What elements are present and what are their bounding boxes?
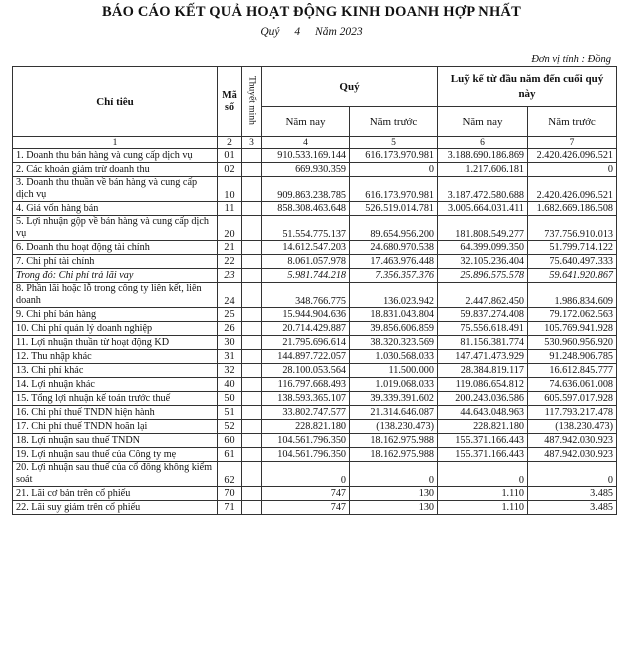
row-ytd-this-year: 81.156.381.774: [438, 336, 528, 350]
row-note: [242, 434, 262, 448]
report-period: [0, 26, 623, 38]
row-quarter-this-year: 909.863.238.785: [262, 177, 350, 202]
row-ytd-last-year: 51.799.714.122: [528, 241, 617, 255]
row-ytd-this-year: 25.896.575.578: [438, 269, 528, 283]
row-note: [242, 350, 262, 364]
row-code: 60: [218, 434, 242, 448]
row-note: [242, 420, 262, 434]
row-label: 18. Lợi nhuận sau thuế TNDN: [13, 434, 218, 448]
row-ytd-this-year: 155.371.166.443: [438, 448, 528, 462]
table-row: [13, 283, 617, 308]
table-row: [13, 448, 617, 462]
row-quarter-last-year: 18.831.043.804: [350, 308, 438, 322]
header-indicator: Chỉ tiêu: [13, 67, 218, 137]
row-quarter-this-year: 51.554.775.137: [262, 216, 350, 241]
row-ytd-last-year: 75.640.497.333: [528, 255, 617, 269]
row-label: 10. Chi phí quản lý doanh nghiệp: [13, 322, 218, 336]
row-quarter-last-year: 21.314.646.087: [350, 406, 438, 420]
row-ytd-last-year: 605.597.017.928: [528, 392, 617, 406]
row-quarter-last-year: 130: [350, 501, 438, 515]
table-row: [13, 420, 617, 434]
row-ytd-last-year: 1.682.669.186.508: [528, 202, 617, 216]
row-note: [242, 216, 262, 241]
currency-unit: Đơn vị tính : Đồng: [531, 54, 611, 65]
row-quarter-this-year: 104.561.796.350: [262, 434, 350, 448]
row-label: 7. Chi phí tài chính: [13, 255, 218, 269]
row-label: 3. Doanh thu thuần về bán hàng và cung cấp dịch vụ: [13, 177, 218, 202]
row-code: 10: [218, 177, 242, 202]
row-note: [242, 283, 262, 308]
row-note: [242, 462, 262, 487]
row-note: [242, 202, 262, 216]
row-ytd-last-year: 91.248.906.785: [528, 350, 617, 364]
col-index: 4: [262, 137, 350, 149]
row-code: 25: [218, 308, 242, 322]
row-code: 61: [218, 448, 242, 462]
row-code: 40: [218, 378, 242, 392]
row-ytd-this-year: 64.399.099.350: [438, 241, 528, 255]
row-label: 19. Lợi nhuận sau thuế của Công ty mẹ: [13, 448, 218, 462]
row-code: 11: [218, 202, 242, 216]
table-row: [13, 501, 617, 515]
row-note: [242, 269, 262, 283]
row-label: 16. Chi phí thuế TNDN hiện hành: [13, 406, 218, 420]
row-quarter-this-year: 669.930.359: [262, 163, 350, 177]
table-row: [13, 202, 617, 216]
table-row: [13, 350, 617, 364]
row-ytd-last-year: 117.793.217.478: [528, 406, 617, 420]
row-quarter-this-year: 910.533.169.144: [262, 149, 350, 163]
row-label: 6. Doanh thu hoạt động tài chính: [13, 241, 218, 255]
row-quarter-last-year: 18.162.975.988: [350, 448, 438, 462]
row-ytd-last-year: 1.986.834.609: [528, 283, 617, 308]
col-index: 1: [13, 137, 218, 149]
header-y-last-year: Năm trước: [528, 107, 617, 137]
row-ytd-this-year: 32.105.236.404: [438, 255, 528, 269]
row-label: 14. Lợi nhuận khác: [13, 378, 218, 392]
row-note: [242, 163, 262, 177]
row-note: [242, 501, 262, 515]
row-code: 51: [218, 406, 242, 420]
row-label: 1. Doanh thu bán hàng và cung cấp dịch vụ: [13, 149, 218, 163]
table-row: [13, 216, 617, 241]
row-code: 02: [218, 163, 242, 177]
period-quarter: 4: [294, 26, 301, 38]
row-label: 8. Phần lãi hoặc lỗ trong công ty liên kết, liên doanh: [13, 283, 218, 308]
row-quarter-this-year: 228.821.180: [262, 420, 350, 434]
row-ytd-last-year: 59.641.920.867: [528, 269, 617, 283]
header-q-last-year: Năm trước: [350, 107, 438, 137]
row-code: 32: [218, 364, 242, 378]
row-ytd-this-year: 1.110: [438, 501, 528, 515]
row-quarter-last-year: 18.162.975.988: [350, 434, 438, 448]
row-quarter-this-year: 144.897.722.057: [262, 350, 350, 364]
row-ytd-this-year: 3.188.690.186.869: [438, 149, 528, 163]
row-ytd-this-year: 200.243.036.586: [438, 392, 528, 406]
row-label: 12. Thu nhập khác: [13, 350, 218, 364]
row-quarter-last-year: 39.339.391.602: [350, 392, 438, 406]
row-ytd-last-year: 487.942.030.923: [528, 434, 617, 448]
row-quarter-last-year: 7.356.357.376: [350, 269, 438, 283]
row-quarter-last-year: 130: [350, 487, 438, 501]
row-ytd-this-year: 3.187.472.580.688: [438, 177, 528, 202]
row-quarter-this-year: 14.612.547.203: [262, 241, 350, 255]
table-row: [13, 322, 617, 336]
row-ytd-this-year: 3.005.664.031.411: [438, 202, 528, 216]
row-label: 21. Lãi cơ bản trên cổ phiếu: [13, 487, 218, 501]
row-ytd-last-year: 0: [528, 462, 617, 487]
row-code: 22: [218, 255, 242, 269]
col-index: 5: [350, 137, 438, 149]
header-quarter: Quý: [262, 67, 438, 107]
row-quarter-this-year: 33.802.747.577: [262, 406, 350, 420]
table-row: [13, 487, 617, 501]
row-ytd-last-year: 737.756.910.013: [528, 216, 617, 241]
table-row: [13, 392, 617, 406]
row-label: 11. Lợi nhuận thuần từ hoạt động KD: [13, 336, 218, 350]
row-ytd-this-year: 155.371.166.443: [438, 434, 528, 448]
header-code: Mã số: [218, 67, 242, 137]
table-row: [13, 241, 617, 255]
row-quarter-this-year: 28.100.053.564: [262, 364, 350, 378]
row-quarter-this-year: 8.061.057.978: [262, 255, 350, 269]
row-quarter-last-year: 11.500.000: [350, 364, 438, 378]
row-quarter-this-year: 747: [262, 487, 350, 501]
row-note: [242, 149, 262, 163]
table-row: [13, 255, 617, 269]
table-row: [13, 163, 617, 177]
row-quarter-this-year: 0: [262, 462, 350, 487]
row-label: Trong đó: Chi phí trả lãi vay: [13, 269, 218, 283]
row-label: 13. Chi phí khác: [13, 364, 218, 378]
row-note: [242, 406, 262, 420]
row-quarter-last-year: 616.173.970.981: [350, 177, 438, 202]
row-note: [242, 378, 262, 392]
period-label: Quý: [260, 26, 280, 38]
row-code: 70: [218, 487, 242, 501]
row-ytd-this-year: 59.837.274.408: [438, 308, 528, 322]
statement-rows: [13, 149, 617, 515]
header-note-label: Thuyết minh: [246, 75, 257, 125]
row-ytd-this-year: 119.086.654.812: [438, 378, 528, 392]
row-ytd-this-year: 28.384.819.117: [438, 364, 528, 378]
row-quarter-this-year: 747: [262, 501, 350, 515]
row-ytd-last-year: 530.960.956.920: [528, 336, 617, 350]
row-code: 50: [218, 392, 242, 406]
row-code: 26: [218, 322, 242, 336]
report-title: BÁO CÁO KẾT QUẢ HOẠT ĐỘNG KINH DOANH HỢP NHẤT: [102, 4, 521, 20]
row-code: 21: [218, 241, 242, 255]
row-note: [242, 364, 262, 378]
row-note: [242, 322, 262, 336]
row-code: 52: [218, 420, 242, 434]
row-quarter-last-year: 38.320.323.569: [350, 336, 438, 350]
row-note: [242, 177, 262, 202]
header-q-this-year: Năm nay: [262, 107, 350, 137]
row-ytd-this-year: 44.643.048.963: [438, 406, 528, 420]
row-ytd-last-year: 2.420.426.096.521: [528, 149, 617, 163]
row-ytd-last-year: 105.769.941.928: [528, 322, 617, 336]
header-ytd: Luỹ kế từ đầu năm đến cuối quý này: [438, 67, 617, 107]
row-ytd-last-year: 3.485: [528, 501, 617, 515]
row-ytd-last-year: 3.485: [528, 487, 617, 501]
row-ytd-last-year: 16.612.845.777: [528, 364, 617, 378]
row-ytd-this-year: 1.217.606.181: [438, 163, 528, 177]
header-note: [242, 67, 262, 137]
row-quarter-this-year: 858.308.463.648: [262, 202, 350, 216]
row-ytd-last-year: 0: [528, 163, 617, 177]
row-quarter-last-year: (138.230.473): [350, 420, 438, 434]
row-ytd-this-year: 1.110: [438, 487, 528, 501]
row-code: 01: [218, 149, 242, 163]
row-label: 17. Chi phí thuế TNDN hoãn lại: [13, 420, 218, 434]
col-index: 3: [242, 137, 262, 149]
row-note: [242, 448, 262, 462]
row-ytd-this-year: 181.808.549.277: [438, 216, 528, 241]
row-ytd-this-year: 2.447.862.450: [438, 283, 528, 308]
row-ytd-this-year: 147.471.473.929: [438, 350, 528, 364]
row-ytd-last-year: 79.172.062.563: [528, 308, 617, 322]
row-note: [242, 241, 262, 255]
col-index: 2: [218, 137, 242, 149]
col-index: 7: [528, 137, 617, 149]
row-quarter-last-year: 17.463.976.448: [350, 255, 438, 269]
row-quarter-this-year: 116.797.668.493: [262, 378, 350, 392]
row-note: [242, 255, 262, 269]
row-quarter-last-year: 0: [350, 462, 438, 487]
table-row: [13, 406, 617, 420]
row-ytd-last-year: 74.636.061.008: [528, 378, 617, 392]
table-row: [13, 149, 617, 163]
row-quarter-last-year: 1.030.568.033: [350, 350, 438, 364]
row-ytd-last-year: 2.420.426.096.521: [528, 177, 617, 202]
table-row: [13, 378, 617, 392]
row-quarter-this-year: 21.795.696.614: [262, 336, 350, 350]
row-quarter-last-year: 136.023.942: [350, 283, 438, 308]
row-quarter-this-year: 15.944.904.636: [262, 308, 350, 322]
row-quarter-this-year: 104.561.796.350: [262, 448, 350, 462]
col-index: 6: [438, 137, 528, 149]
row-code: 24: [218, 283, 242, 308]
row-code: 30: [218, 336, 242, 350]
row-label: 15. Tổng lợi nhuận kế toán trước thuế: [13, 392, 218, 406]
row-code: 31: [218, 350, 242, 364]
header-y-this-year: Năm nay: [438, 107, 528, 137]
row-quarter-last-year: 526.519.014.781: [350, 202, 438, 216]
row-quarter-this-year: 138.593.365.107: [262, 392, 350, 406]
row-quarter-last-year: 0: [350, 163, 438, 177]
row-ytd-last-year: 487.942.030.923: [528, 448, 617, 462]
row-label: 5. Lợi nhuận gộp về bán hàng và cung cấp dịch vụ: [13, 216, 218, 241]
row-code: 20: [218, 216, 242, 241]
row-quarter-this-year: 348.766.775: [262, 283, 350, 308]
row-label: 22. Lãi suy giảm trên cổ phiếu: [13, 501, 218, 515]
row-quarter-this-year: 5.981.744.218: [262, 269, 350, 283]
table-row: [13, 308, 617, 322]
table-row: [13, 364, 617, 378]
row-note: [242, 308, 262, 322]
row-quarter-last-year: 24.680.970.538: [350, 241, 438, 255]
table-row: [13, 434, 617, 448]
row-label: 20. Lợi nhuận sau thuế của cổ đông không kiểm soát: [13, 462, 218, 487]
row-quarter-this-year: 20.714.429.887: [262, 322, 350, 336]
row-note: [242, 336, 262, 350]
row-quarter-last-year: 616.173.970.981: [350, 149, 438, 163]
row-ytd-last-year: (138.230.473): [528, 420, 617, 434]
row-note: [242, 487, 262, 501]
row-note: [242, 392, 262, 406]
income-statement-table: [12, 66, 617, 515]
table-row: [13, 269, 617, 283]
row-code: 71: [218, 501, 242, 515]
row-ytd-this-year: 228.821.180: [438, 420, 528, 434]
row-label: 4. Giá vốn hàng bán: [13, 202, 218, 216]
row-code: 23: [218, 269, 242, 283]
row-code: 62: [218, 462, 242, 487]
table-row: [13, 177, 617, 202]
table-row: [13, 462, 617, 487]
row-quarter-last-year: 1.019.068.033: [350, 378, 438, 392]
row-ytd-this-year: 75.556.618.491: [438, 322, 528, 336]
row-quarter-last-year: 89.654.956.200: [350, 216, 438, 241]
row-label: 9. Chi phí bán hàng: [13, 308, 218, 322]
row-ytd-this-year: 0: [438, 462, 528, 487]
row-quarter-last-year: 39.856.606.859: [350, 322, 438, 336]
table-row: [13, 336, 617, 350]
row-label: 2. Các khoản giảm trừ doanh thu: [13, 163, 218, 177]
period-year: Năm 2023: [315, 26, 363, 38]
